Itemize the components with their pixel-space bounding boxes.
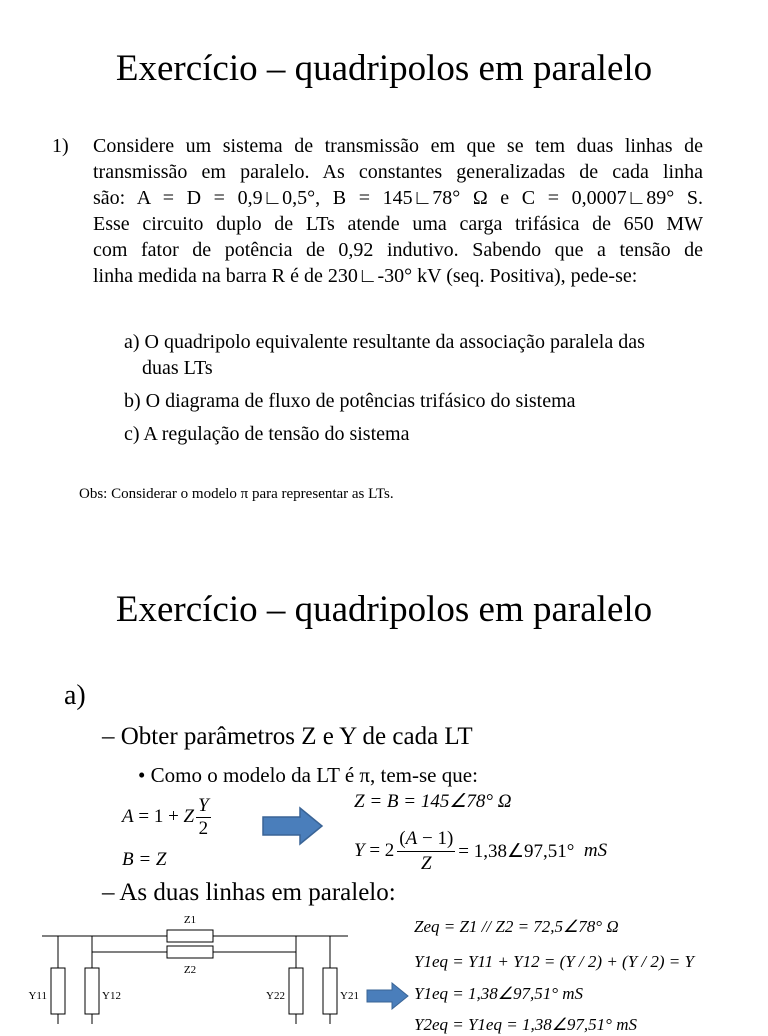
equation-zeq: Zeq = Z1 // Z2 = 72,5∠78° Ω: [414, 917, 619, 936]
question-line: transmissão em paralelo. As constantes generalizadas de cada linha: [93, 161, 703, 183]
item-a: a) O quadripolo equivalente resultante da associação paralela das: [124, 331, 645, 353]
equation-y1eq-sum: Y1eq = Y11 + Y12 = (Y / 2) + (Y / 2) = Y: [414, 952, 694, 971]
question-line: Esse circuito duplo de LTs atende uma carga trifásica de 650 MW: [93, 213, 703, 235]
bullet-duas-linhas: – As duas linhas em paralelo:: [102, 879, 396, 906]
question-line: são: A = D = 0,9∟0,5°, B = 145∟78° Ω e C = 0,0007∟89° S.: [93, 187, 703, 209]
label-z1: Z1: [183, 914, 197, 926]
arrow-right-small-icon: [366, 982, 410, 1010]
equation-Y: Y = 2 $\frac{(A - 1)}{Z}$ = 1,38∠97,51° mS: [354, 827, 608, 874]
sub-bullet-modelo: • Como o modelo da LT é π, tem-se que:: [138, 763, 478, 787]
question-number: 1): [52, 135, 69, 157]
label-y22: Y22: [266, 990, 285, 1002]
slide2-title: Exercício – quadripolos em paralelo: [115, 589, 653, 630]
bullet-obter-parametros: – Obter parâmetros Z e Y de cada LT: [102, 723, 473, 750]
question-line: Considere um sistema de transmissão em que se tem duas linhas de: [93, 135, 703, 157]
equation-Z: Z = B = 145∠78° Ω: [354, 791, 512, 812]
parallel-circuit-diagram: [20, 908, 380, 1024]
item-a-cont: duas LTs: [142, 357, 213, 379]
equation-A: A = 1 + Z Y 2: [122, 794, 209, 839]
label-y11: Y11: [28, 990, 47, 1002]
question-text: [93, 133, 703, 289]
question-line: linha medida na barra R é de 230∟-30° kV (seq. Positiva), pede-se:: [93, 265, 638, 287]
question-line: com fator de potência de 0,92 indutivo. Sabendo que a tensão de: [93, 239, 703, 261]
equation-B: B = Z: [122, 849, 167, 870]
obs-note: Obs: Considerar o modelo π para representar as LTs.: [79, 486, 394, 502]
item-b: b) O diagrama de fluxo de potências trifásico do sistema: [124, 390, 576, 412]
part-label: a): [64, 680, 86, 711]
slide1-title: Exercício – quadripolos em paralelo: [115, 48, 653, 89]
label-z2: Z2: [183, 964, 197, 976]
label-y21: Y21: [340, 990, 359, 1002]
arrow-right-icon: [262, 806, 324, 846]
equation-y2eq: Y2eq = Y1eq = 1,38∠97,51° mS: [414, 1015, 638, 1034]
label-y12: Y12: [102, 990, 121, 1002]
item-c: c) A regulação de tensão do sistema: [124, 423, 410, 445]
equation-y1eq-value: Y1eq = 1,38∠97,51° mS: [414, 984, 584, 1003]
